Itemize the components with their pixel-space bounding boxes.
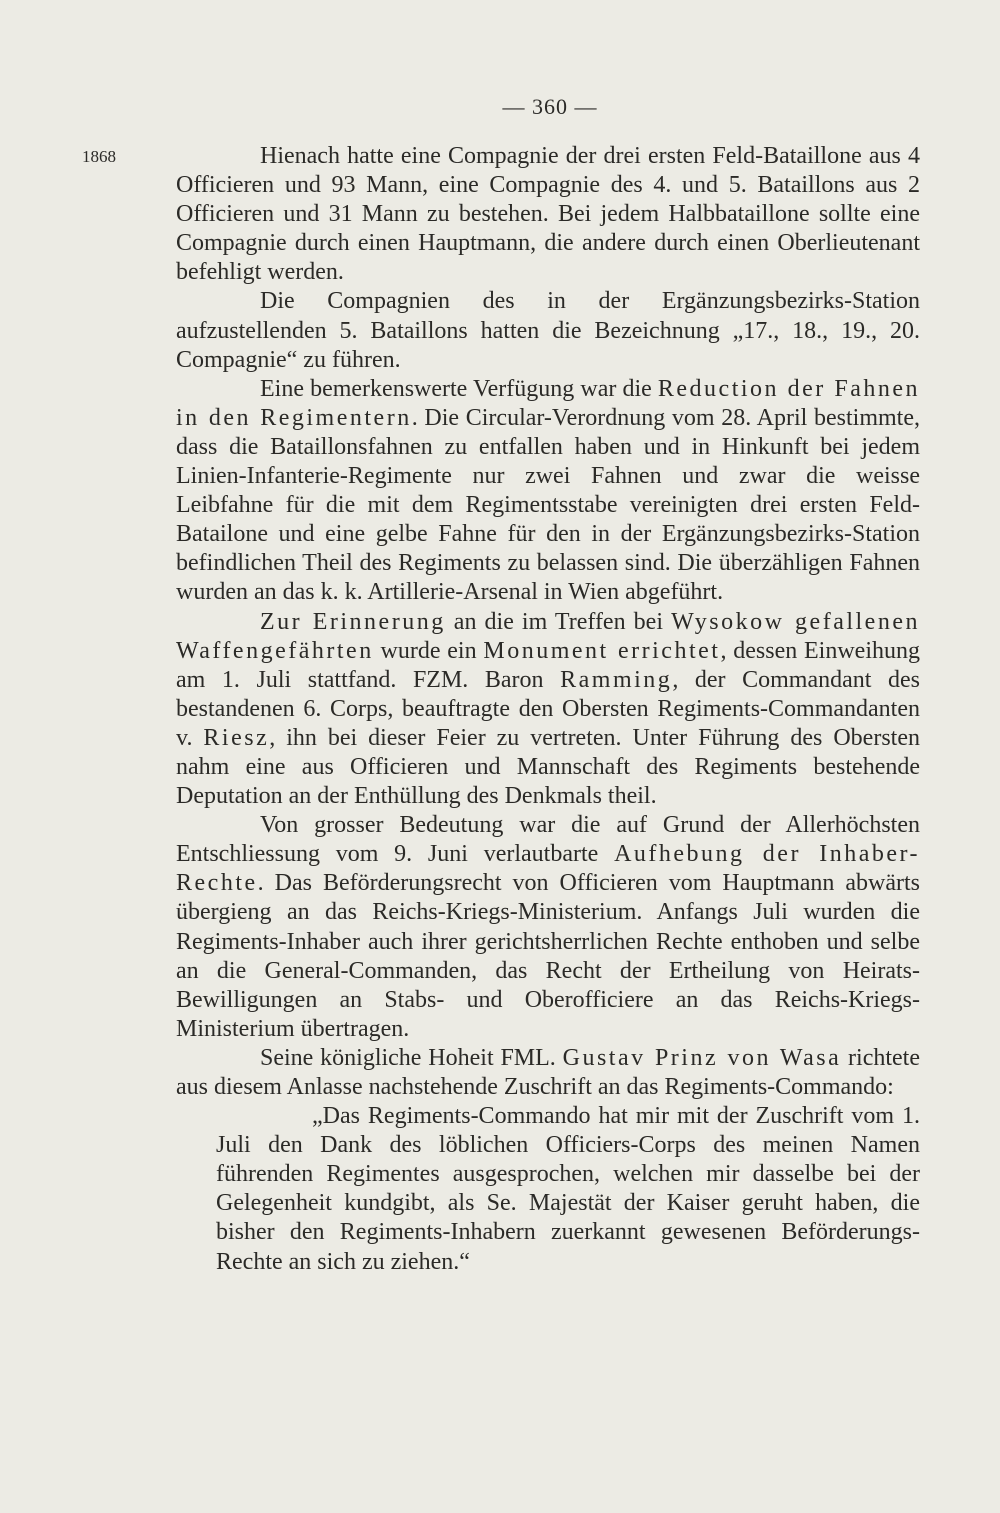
text-run: wurde ein [373, 637, 484, 664]
page-number: — 360 — [502, 94, 598, 119]
emphasized-text: Wysokow gefallenen Waffengefährten [176, 608, 920, 664]
margin-year-note: 1868 [82, 147, 116, 166]
emphasized-text: Monument errichtet [483, 637, 721, 664]
text-run: , der Commandant des bestandenen 6. Corps, beauftragte den Obersten Regiments-Commandanten v. [176, 666, 921, 751]
text-run: . Die Circular-Verordnung vom 28. April bestimmte, dass die Bataillonsfahnen zu entfallen haben und in Hinkunft bei jedem Linien-Infanterie-Regimente nur zwei Fahnen und zwar die weisse Leibfahne für die mit dem Regimentsstabe vereinigten drei ersten Feld-Batailone und eine gelbe Fahne für den in der Ergänzungsbezirks-Station befindlichen Theil des Regiments zu belassen sind. Die überzähligen Fahnen wurden an das k. k. Artillerie-Arsenal in Wien abgeführt. [176, 404, 920, 606]
text-run: Von grosser Bedeutung war die auf Grund der Allerhöchsten Entschliessung vom 9. Juni verlautbarte [176, 812, 920, 868]
paragraph [176, 811, 920, 1044]
emphasized-text: Gustav Prinz von Wasa [562, 1044, 842, 1071]
emphasized-text: Ramming [560, 666, 673, 693]
emphasized-text: Zur Erinnerung [260, 608, 446, 635]
paragraph [176, 1044, 920, 1102]
paragraph [176, 375, 920, 608]
text-run: an die im Treffen bei [445, 608, 672, 635]
text-run: , ihn bei dieser Feier zu vertreten. Unter Führung des Obersten nahm eine aus Officieren und Mannschaft des Regiments bestehende Deputation an der Enthüllung des Denkmals theil. [176, 724, 920, 810]
text-run: , dessen Einweihung am 1. Juli stattfand. FZM. Baron [176, 637, 921, 693]
paragraph [176, 608, 920, 812]
text-run: Seine königliche Hoheit FML. [260, 1044, 563, 1071]
paragraph [176, 287, 920, 374]
text-run: Hienach hatte eine Compagnie der drei ersten Feld-Bataillone aus 4 Officieren und 93 Mann, eine Compagnie des 4. und 5. Bataillons aus 2 Officieren und 31 Mann zu bestehen. Bei jedem Halbbataillone sollte eine Compagnie durch einen Hauptmann, die andere durch einen Oberlieutenant befehligt werden. [176, 143, 920, 286]
body-text [176, 142, 920, 1277]
text-run: . Das Beförderungsrecht von Officieren vom Hauptmann abwärts übergieng an das Reichs-Kriegs-Ministerium. Anfangs Juli wurden die Regiments-Inhaber auch ihrer gerichtsherrlichen Rechte enthoben und selbe an die General-Commanden, das Recht der Ertheilung von Heirats-Bewilligungen an Stabs- und Oberofficiere an das Reichs-Kriegs-Ministerium übertragen. [176, 870, 920, 1042]
text-run: richtete aus diesem Anlasse nachstehende Zuschrift an das Regiments-Commando: [176, 1044, 921, 1100]
text-run: Eine bemerkenswerte Verfügung war die [260, 375, 658, 402]
paragraph [176, 142, 920, 287]
emphasized-text: Reduction der Fahnen in den Regimentern [176, 375, 921, 431]
quoted-letter [216, 1102, 920, 1277]
text-run: Die Compagnien des in der Ergänzungsbezirks-Station aufzustellenden 5. Bataillons hatten die Bezeichnung „17., 18., 19., 20. Compagnie“ zu führen. [176, 288, 920, 373]
text-run: „Das Regiments-Commando hat mir mit der Zuschrift vom 1. Juli den Dank des löblichen Officiers-Corps des meinen Namen führenden Regimentes ausgesprochen, welchen mir dasselbe bei der Gelegenheit kundgibt, als Se. Majestät der Kaiser geruht haben, die bisher den Regiments-Inhabern zuerkannt gewesenen Beförderungs-Rechte an sich zu ziehen.“ [216, 1103, 920, 1275]
emphasized-text: Aufhebung der Inhaber-Rechte [176, 841, 921, 897]
emphasized-text: Riesz [203, 724, 270, 751]
